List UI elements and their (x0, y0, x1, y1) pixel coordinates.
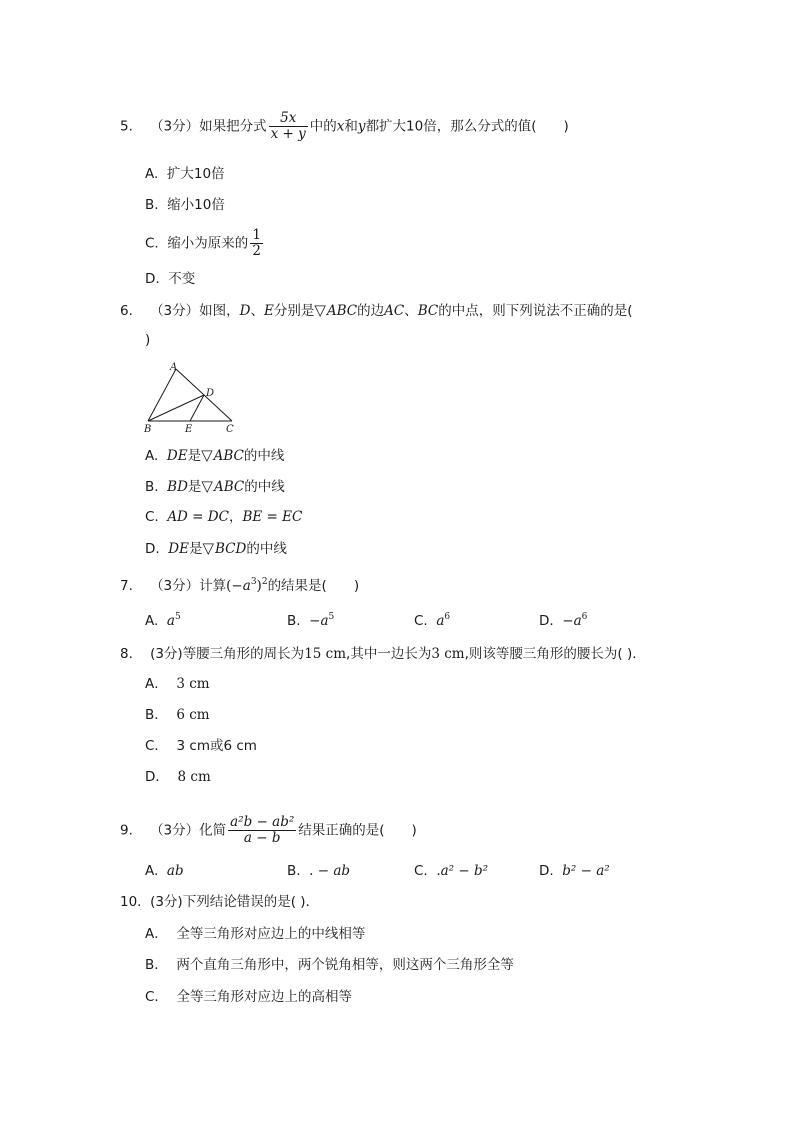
option-c (414, 862, 488, 880)
fraction-numerator: a²b − ab² (230, 814, 295, 830)
option-letter: D. (145, 541, 160, 557)
exponent: 3 (250, 577, 257, 587)
option-d (539, 862, 610, 880)
sign: − (309, 613, 321, 629)
option-a (145, 925, 365, 943)
option-text: 的中线 (243, 448, 285, 464)
question-score: （3分） (150, 822, 200, 839)
question-text: 都扩大10倍，那么分式的值( ) (365, 118, 569, 135)
segment-de (190, 395, 204, 421)
question-number: 8. (120, 646, 133, 662)
option-b (287, 862, 350, 880)
exponent: 6 (581, 612, 588, 622)
option-c (145, 508, 302, 526)
fraction (250, 228, 263, 259)
base: a (436, 613, 445, 629)
option-letter: D. (539, 613, 554, 629)
exponent: 6 (444, 612, 451, 622)
segment: DE (168, 541, 189, 557)
option-b (145, 196, 225, 214)
triangle-name: ABC (326, 303, 358, 319)
question-text: 如果把分式 (199, 118, 267, 135)
segment: AC (384, 303, 405, 319)
point-label: E (263, 303, 274, 319)
option-letter: D. (145, 271, 160, 287)
question-7-stem (120, 577, 359, 595)
question-text: ,其中一边长为 (346, 646, 432, 662)
option-letter: C. (414, 613, 428, 629)
triangle-symbol: ▽ (314, 301, 326, 319)
option-text: 是 (187, 448, 202, 464)
fraction (269, 111, 308, 142)
option-a (145, 446, 284, 465)
point-d-label: D (206, 388, 215, 399)
option-letter: C. (414, 863, 428, 879)
question-9-stem (120, 815, 417, 846)
unit: cm (325, 646, 347, 662)
triangle-name: ABC (213, 448, 244, 464)
option-b (145, 706, 210, 724)
paren-close: ) (256, 578, 262, 594)
option-letter: C. (145, 235, 159, 252)
triangle-name: ABC (213, 479, 245, 495)
option-text: 缩小10倍 (167, 197, 225, 213)
option-text: 6 cm (176, 707, 210, 723)
option-d (145, 539, 287, 558)
question-10-stem (120, 893, 310, 911)
triangle-symbol: ▽ (201, 477, 213, 495)
option-text: 两个直角三角形中，两个锐角相等，则这两个三角形全等 (176, 957, 514, 973)
question-number: 7. (120, 578, 133, 594)
segment-bd (148, 395, 204, 421)
option-a (145, 612, 181, 630)
option-letter: C． (145, 989, 168, 1005)
base: a (166, 613, 175, 629)
exponent: 5 (328, 612, 335, 622)
option-c (414, 612, 450, 630)
fraction (228, 815, 296, 846)
question-score: (3分) (150, 646, 183, 662)
option-text: 全等三角形对应边上的中线相等 (176, 926, 366, 942)
option-text: 不变 (168, 271, 196, 287)
triangle-symbol: ▽ (201, 446, 213, 464)
question-text: 的边 (357, 303, 385, 319)
option-text: 扩大10倍 (166, 166, 225, 182)
option-letter: B． (145, 707, 168, 723)
unit: cm (444, 646, 465, 662)
question-6-stem-line2: ) (145, 332, 151, 348)
point-c-label: C (226, 424, 234, 434)
option-c (145, 228, 265, 259)
option-text: b² − a² (562, 863, 610, 879)
equation: AD = DC (167, 509, 229, 525)
sign: − (562, 613, 574, 629)
option-c (145, 988, 352, 1006)
base: a (573, 613, 582, 629)
option-b (287, 612, 334, 630)
option-letter: B． (145, 957, 168, 973)
option-text: 是 (187, 479, 202, 495)
question-text: 结果正确的是( ) (298, 822, 417, 839)
variable: x (336, 118, 345, 135)
exponent: 2 (261, 577, 268, 587)
question-score: （3分） (150, 303, 200, 319)
point-b-label: B (144, 424, 152, 434)
question-text: 和 (344, 118, 358, 135)
option-a (145, 165, 225, 183)
option-text: 缩小为原来的 (167, 235, 249, 252)
option-d (539, 612, 587, 630)
option-letter: A． (145, 926, 168, 942)
option-letter: A． (145, 676, 168, 692)
option-letter: D． (145, 769, 169, 785)
option-text: 的中线 (244, 479, 285, 495)
question-score: （3分） (150, 118, 200, 135)
option-text: 是 (188, 541, 203, 557)
paren-open: (− (226, 578, 243, 594)
question-text: 下列结论错误的是( ). (182, 894, 310, 910)
option-d (145, 768, 211, 786)
question-number: 6. (120, 303, 133, 319)
segment-ba (148, 369, 176, 421)
fraction-denominator: x + y (270, 126, 306, 142)
option-letter: D. (539, 863, 554, 879)
question-text: 等腰三角形的周长为 (182, 646, 305, 662)
question-text: 的中点，则下列说法不正确的是( (438, 303, 633, 319)
equation: BE = EC (242, 509, 303, 525)
question-text: 分别是 (273, 303, 315, 319)
point-label: D (239, 303, 251, 319)
question-6-stem (120, 301, 633, 320)
base: a (320, 613, 329, 629)
option-text: 3 cm或6 cm (176, 738, 257, 754)
exponent: 5 (174, 612, 181, 622)
option-d (145, 270, 195, 288)
option-letter: B. (145, 479, 159, 495)
option-letter: C． (145, 738, 168, 754)
option-a (145, 862, 184, 880)
option-letter: B. (145, 197, 159, 213)
option-b (145, 477, 285, 496)
separator: ， (228, 509, 243, 525)
triangle-name: BCD (215, 541, 247, 557)
point-e-label: E (185, 424, 193, 434)
question-score: (3分) (150, 894, 183, 910)
option-letter: C. (145, 509, 159, 525)
question-text: ,则该等腰三角形的腰长为( ). (464, 646, 637, 662)
question-text: 如图， (199, 303, 240, 319)
option-letter: B. (287, 863, 301, 879)
question-score: （3分） (150, 578, 200, 594)
option-text: 8 cm (177, 769, 211, 785)
number: 3 (431, 646, 440, 662)
number: 15 (304, 646, 322, 662)
base: a (242, 578, 251, 594)
question-8-stem (120, 645, 637, 663)
question-text: 计算 (199, 578, 227, 594)
question-number: 9. (120, 822, 133, 839)
option-b (145, 956, 514, 974)
triangle-symbol: ▽ (202, 539, 215, 557)
question-text: 化简 (199, 822, 227, 839)
variable: y (357, 118, 366, 135)
option-c (145, 737, 257, 755)
fraction-denominator: 2 (252, 243, 261, 259)
question-number: 10. (120, 894, 142, 910)
separator: 、 (250, 303, 264, 319)
fraction-numerator: 1 (252, 227, 261, 243)
option-text: 全等三角形对应边上的高相等 (176, 989, 353, 1005)
option-text: 的中线 (246, 541, 287, 557)
fraction-denominator: a − b (243, 830, 281, 846)
option-text: ab (166, 863, 184, 879)
option-text: . − ab (309, 863, 351, 879)
question-5-stem (120, 111, 569, 142)
segment: DE (166, 448, 188, 464)
segment: BC (417, 303, 439, 319)
option-text: 3 cm (176, 676, 210, 692)
option-letter: A. (145, 448, 159, 464)
question-text: 中的 (309, 118, 337, 135)
segment: BD (167, 479, 188, 495)
option-letter: A. (145, 863, 159, 879)
expression (226, 578, 267, 594)
question-text: 的结果是( ) (267, 578, 360, 594)
option-a (145, 675, 210, 693)
triangle-figure (140, 360, 240, 434)
fraction-numerator: 5x (269, 111, 308, 127)
option-text: .a² − b² (436, 863, 489, 879)
option-letter: A. (145, 613, 159, 629)
separator: 、 (404, 303, 418, 319)
option-letter: B. (287, 613, 301, 629)
option-letter: A. (145, 166, 159, 182)
point-a-label: A (170, 362, 178, 373)
question-number: 5. (120, 118, 133, 135)
